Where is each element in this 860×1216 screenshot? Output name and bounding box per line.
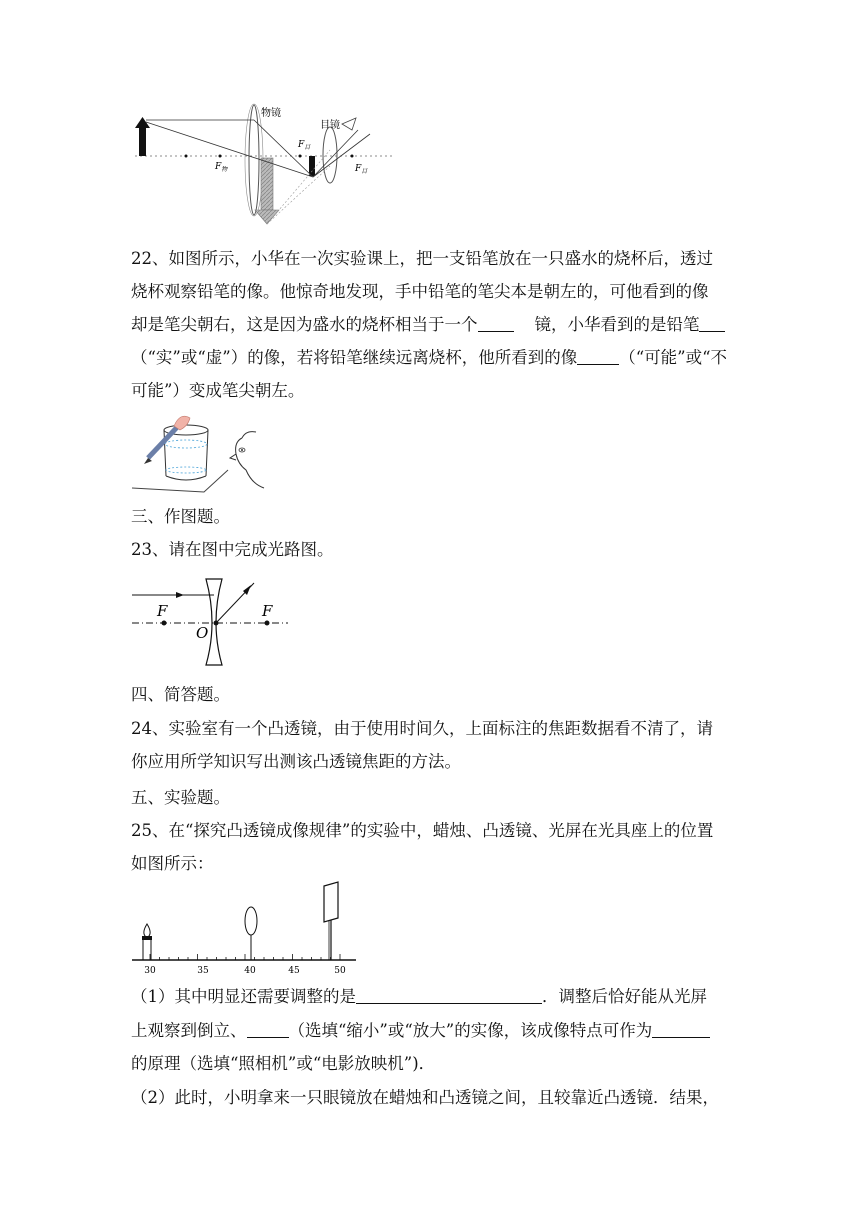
f-obj-label: $F_物$	[215, 162, 228, 173]
tick-label-50: 50	[334, 966, 346, 976]
objective-label: 物镜	[261, 108, 281, 119]
section-4-heading: 四、简答题。	[131, 685, 230, 704]
section-3-heading: 三、作图题。	[131, 507, 230, 526]
q22-blank-lens[interactable]	[478, 315, 514, 332]
q25-blank-size[interactable]	[247, 1021, 289, 1038]
q25-part2-line-1: （2）此时，小明拿来一只眼镜放在蜡烛和凸透镜之间，且较靠近凸透镜．结果，	[131, 1088, 719, 1107]
f-left-label: F	[157, 602, 168, 620]
optical-bench-figure	[130, 880, 360, 980]
q22-line-3: 却是笔尖朝右，这是因为盛水的烧杯相当于一个 镜，小华看到的是铅笔	[131, 313, 725, 337]
q22-blank-possible[interactable]	[577, 348, 619, 365]
q22-blank-real-virtual[interactable]	[699, 315, 725, 332]
q25-part1-line-2: 上观察到倒立、 （选填“缩小”或“放大”的实像，该成像特点可作为	[131, 1019, 710, 1043]
q23-text: 23、请在图中完成光路图。	[131, 540, 334, 559]
tick-label-40: 40	[244, 966, 256, 976]
q25-part1-line-1: （1）其中明显还需要调整的是 ．调整后恰好能从光屏	[131, 987, 707, 1006]
o-label: O	[196, 624, 209, 642]
q22-line-4: （“实”或“虚”）的像，若将铅笔继续远离烧杯，他所看到的像 （“可能”或“不	[131, 348, 728, 367]
f-right-label: F	[262, 602, 273, 620]
q22-line-5: 可能”）变成笔尖朝左。	[131, 381, 305, 400]
eye-icon	[342, 118, 356, 130]
q25-line-2: 如图所示：	[131, 854, 214, 873]
f-eye-label-1: $F_目$	[298, 140, 311, 151]
beaker-pencil-figure	[130, 408, 280, 498]
q25-blank-adjust[interactable]	[356, 987, 542, 1004]
q25-line-1: 25、在“探究凸透镜成像规律”的实验中，蜡烛、凸透镜、光屏在光具座上的位置	[131, 821, 714, 840]
q22-line-2: 烧杯观察铅笔的像。他惊奇地发现，手中铅笔的笔尖本是朝左的，可他看到的像	[131, 282, 709, 301]
q24-line-1: 24、实验室有一个凸透镜，由于使用时间久，上面标注的焦距数据看不清了，请	[131, 719, 713, 738]
tick-label-35: 35	[197, 966, 209, 976]
section-5-heading: 五、实验题。	[131, 788, 230, 807]
q25-part1-line-3: 的原理（选填“照相机”或“电影放映机”)．	[131, 1054, 436, 1073]
q22-line-1: 22、如图所示，小华在一次实验课上，把一支铅笔放在一只盛水的烧杯后，透过	[131, 249, 713, 268]
objective-lens	[249, 105, 259, 215]
eyepiece-label: 目镜	[320, 120, 340, 131]
eyepiece-lens	[323, 127, 337, 183]
f-eye-label-2: $F_目$	[355, 164, 368, 175]
convex-lens	[245, 907, 257, 935]
tick-label-45: 45	[288, 966, 300, 976]
concave-lens-diagram	[130, 575, 290, 670]
tick-label-30: 30	[144, 966, 156, 976]
q25-blank-device[interactable]	[652, 1021, 710, 1038]
scale-ticks	[150, 954, 340, 960]
candle-flame	[144, 924, 150, 937]
observer-face	[230, 432, 264, 488]
microscope-diagram	[130, 100, 400, 235]
light-screen	[324, 882, 338, 922]
object-arrow	[139, 128, 146, 156]
q24-line-2: 你应用所学知识写出测该凸透镜焦距的方法。	[131, 752, 461, 771]
